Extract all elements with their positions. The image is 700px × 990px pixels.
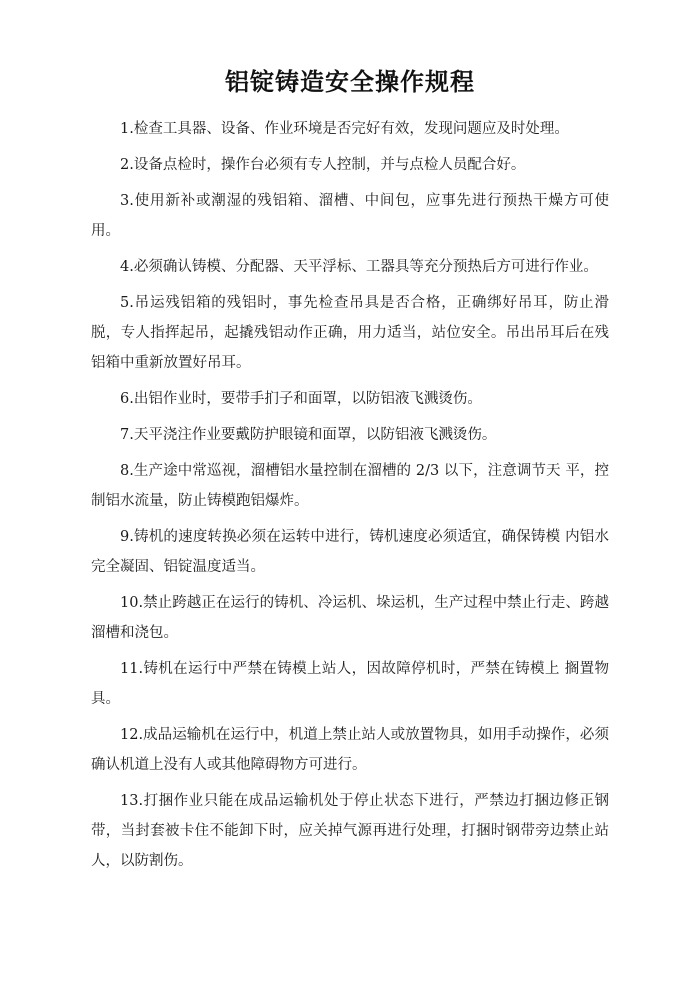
regulation-item-8: 8.生产途中常巡视，溜槽铝水量控制在溜槽的 2/3 以下，注意调节天 平，控制铝水流量，防止铸模跑铝爆炸。: [91, 463, 609, 509]
regulation-item-12: 12.成品运输机在运行中，机道上禁止站人或放置物具，如用手动操作，必须确认机道上没有人或其他障碍物方可进行。: [91, 727, 609, 773]
regulation-list: [91, 114, 609, 882]
regulation-item-13: 13.打捆作业只能在成品运输机处于停止状态下进行，严禁边打捆边修正钢带，当封套被卡住不能卸下时，应关掉气源再进行处理，打捆时钢带旁边禁止站人，以防割伤。: [91, 793, 609, 869]
regulation-item-11: 11.铸机在运行中严禁在铸模上站人，因故障停机时，严禁在铸模上 搁置物具。: [91, 661, 609, 707]
regulation-item-3: 3.使用新补或潮湿的残铝箱、溜槽、中间包，应事先进行预热干燥方可使用。: [91, 193, 609, 239]
document-title: 铝锭铸造安全操作规程: [225, 68, 475, 96]
regulation-item-4: 4.必须确认铸模、分配器、天平浮标、工器具等充分预热后方可进行作业。: [120, 259, 598, 275]
regulation-item-2: 2.设备点检时，操作台必须有专人控制，并与点检人员配合好。: [120, 157, 526, 173]
regulation-item-1: 1.检查工具器、设备、作业环境是否完好有效，发现问题应及时处理。: [120, 121, 569, 137]
regulation-item-6: 6.出铝作业时，要带手扪子和面罩，以防铝液飞溅烫伤。: [120, 391, 482, 407]
regulation-item-10: 10.禁止跨越正在运行的铸机、冷运机、垛运机，生产过程中禁止行走、跨越溜槽和浇包。: [91, 595, 609, 641]
regulation-item-5: 5.吊运残铝箱的残铝时，事先检查吊具是否合格，正确绑好吊耳，防止滑脱，专人指挥起吊，起撬残铝动作正确，用力适当，站位安全。吊出吊耳后在残铝箱中重新放置好吊耳。: [91, 295, 609, 371]
regulation-item-7: 7.天平浇注作业要戴防护眼镜和面罩，以防铝液飞溅烫伤。: [120, 427, 497, 443]
regulation-item-9: 9.铸机的速度转换必须在运转中进行，铸机速度必须适宜，确保铸模 内铝水完全凝固、铝锭温度适当。: [91, 529, 609, 575]
